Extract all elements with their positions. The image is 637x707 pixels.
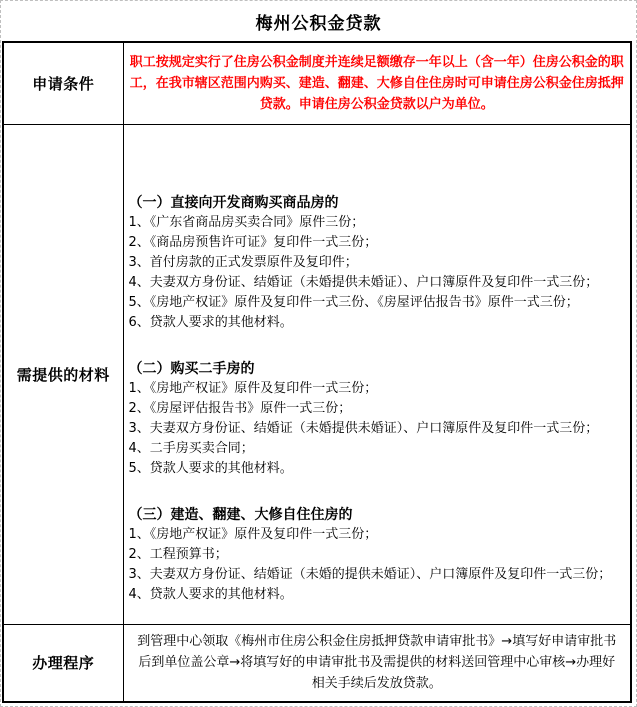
material-item: 2、《商品房预售许可证》复印件一式三份； (128, 234, 378, 250)
material-item: 3、首付房款的正式发票原件及复印件； (128, 254, 358, 270)
table-row-materials (3, 124, 631, 624)
materials-section-1 (129, 193, 623, 333)
material-item: 3、夫妻双方身份证、结婚证（未婚的提供未婚证）、户口簿原件及复印件一式三份； (128, 566, 612, 582)
material-item: 4、夫妻双方身份证、结婚证（未婚提供未婚证）、户口簿原件及复印件一式三份； (128, 274, 599, 290)
loan-info-table (2, 41, 632, 703)
conditions-row-label: 申请条件 (3, 42, 123, 124)
material-item: 4、贷款人要求的其他材料。 (128, 586, 293, 602)
table-row-conditions (3, 42, 631, 124)
material-item: 6、贷款人要求的其他材料。 (128, 314, 293, 330)
material-item: 5、《房地产权证》原件及复印件一式三份、《房屋评估报告书》原件一式三份； (128, 294, 579, 310)
materials-section-1-heading: （一）直接向开发商购买商品房的 (128, 194, 339, 211)
material-item: 2、工程预算书； (128, 546, 228, 562)
materials-section-3-heading: （三）建造、翻建、大修自住住房的 (128, 506, 353, 523)
materials-content-cell (123, 124, 631, 624)
procedure-content-text: 到管理中心领取《梅州市住房公积金住房抵押贷款申请审批书》→填写好申请审批书后到单位盖公章→将填写好的申请审批书及需提供的材料送回管理中心审核→办理好相关手续后发放贷款。 (123, 624, 631, 702)
material-item: 1、《房地产权证》原件及复印件一式三份； (128, 380, 378, 396)
material-item: 1、《房地产权证》原件及复印件一式三份； (128, 526, 378, 542)
materials-section-2 (129, 359, 623, 479)
material-item: 1、《广东省商品房买卖合同》原件三份； (128, 214, 365, 230)
materials-row-label: 需提供的材料 (3, 124, 123, 624)
page-title: 梅州公积金贷款 (255, 13, 382, 34)
material-item: 4、二手房买卖合同； (128, 440, 254, 456)
material-item: 2、《房屋评估报告书》原件一式三份； (128, 400, 352, 416)
conditions-content-text: 职工按规定实行了住房公积金制度并连续足额缴存一年以上（含一年）住房公积金的职工，在我市辖区范围内购买、建造、翻建、大修自住住房时可申请住房公积金住房抵押贷款。申请住房公积金贷款以户为单位。 (123, 42, 631, 124)
materials-section-2-heading: （二）购买二手房的 (128, 360, 255, 377)
material-item: 5、贷款人要求的其他材料。 (128, 460, 293, 476)
materials-section-3 (129, 505, 623, 605)
material-item: 3、夫妻双方身份证、结婚证（未婚提供未婚证）、户口簿原件及复印件一式三份； (128, 420, 599, 436)
procedure-row-label: 办理程序 (3, 624, 123, 702)
table-row-procedure (3, 624, 631, 702)
